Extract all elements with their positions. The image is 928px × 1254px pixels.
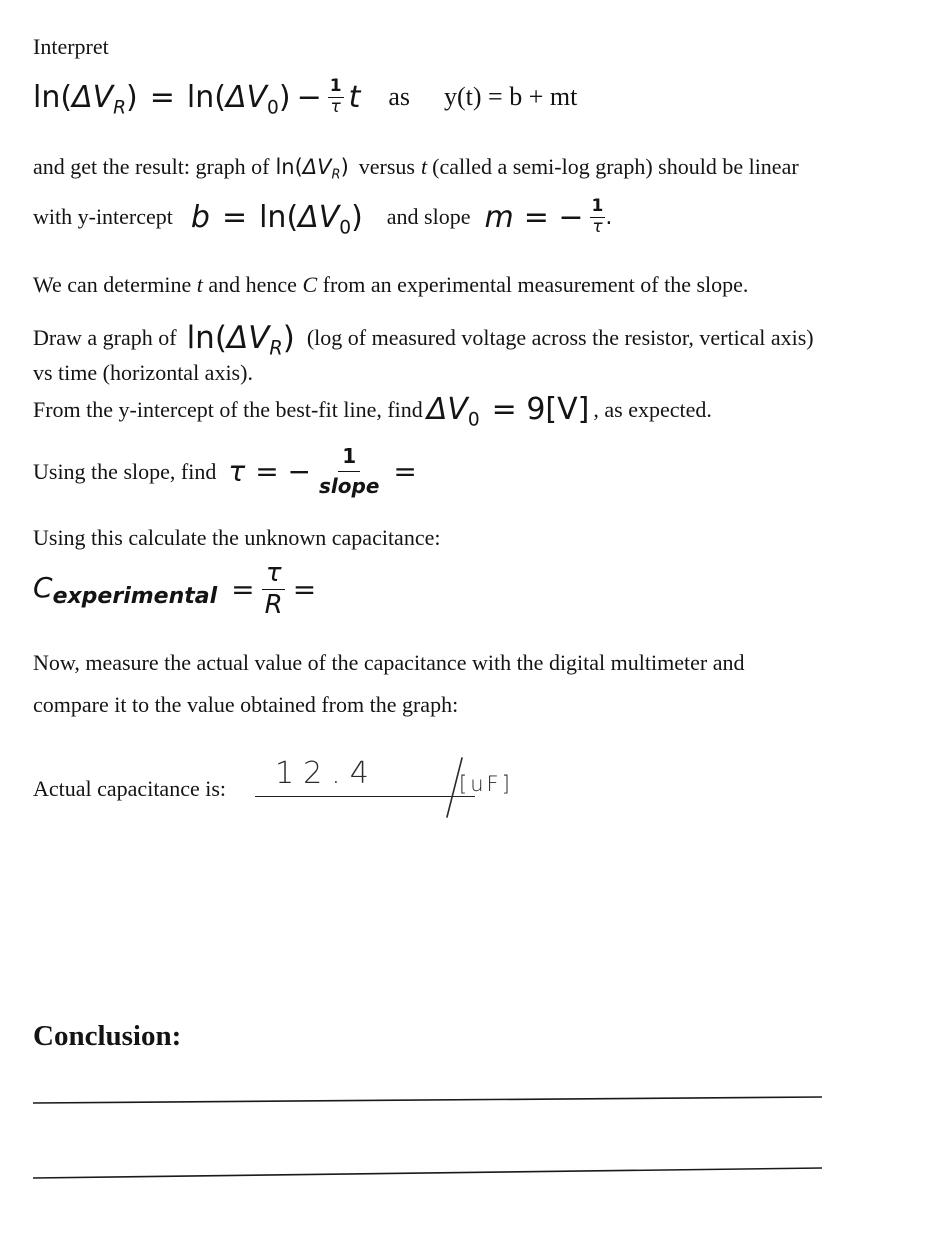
para-measure-actual: Now, measure the actual value of the capacitance with the digital multimeter and [33, 650, 745, 675]
eq1-minus: − [296, 79, 322, 115]
eq1-var-t: t [348, 79, 361, 115]
handwritten-unit: [uF] [459, 772, 513, 796]
para-using-slope: Using the slope, find τ = − $\frac{1}{\text{slope}}$ = [33, 444, 417, 498]
handwritten-value: 12.4 [275, 756, 378, 791]
para-semi-log-result: and get the result: graph of $\ln(\Delta V_R)$ versus t (called a semi-log graph) should be linear [33, 154, 799, 183]
para-y-intercept: From the y-intercept of the best-fit line, find $\Delta V_0$ = 9[V] , as expected. [33, 392, 712, 431]
conclusion-line-2[interactable] [0, 1160, 928, 1184]
eq1-fraction: $\frac{1}{\tau}$ [329, 76, 342, 117]
eq1-equals: = [149, 79, 175, 115]
equation-log-decay [33, 78, 577, 117]
equation-c-experimental: $C_{experimental}$ = $\frac{\tau}{R}$ = [33, 558, 317, 621]
eq1-rhs: $\ln(\Delta V_0)$ [186, 79, 291, 119]
para-intercept-slope: with y-intercept b = $\ln(\Delta V_0)$ and slope m = − $\frac{1}{\tau}$ . [33, 196, 613, 239]
conclusion-line-1[interactable] [0, 1090, 928, 1110]
eq1-linear-form: y(t) = b + mt [444, 82, 578, 112]
para-measure-actual-line2: compare it to the value obtained from the graph: [33, 692, 459, 717]
heading-interpret: Interpret [33, 34, 109, 59]
para-draw-graph: Draw a graph of $\ln(\Delta V_R)$ (log of measured voltage across the resistor, vertical axis) [33, 320, 814, 360]
para-draw-graph-line2: vs time (horizontal axis). [33, 360, 253, 385]
para-calc-capacitance: Using this calculate the unknown capacitance: [33, 525, 441, 550]
eq1-lhs: $\ln(\Delta V_R)$ [33, 79, 138, 119]
para-determine-t: We can determine t and hence C from an experimental measurement of the slope. [33, 272, 749, 297]
conclusion-title: Conclusion: [33, 1020, 182, 1052]
eq1-as: as [388, 82, 411, 112]
actual-capacitance-label: Actual capacitance is: [33, 776, 227, 801]
